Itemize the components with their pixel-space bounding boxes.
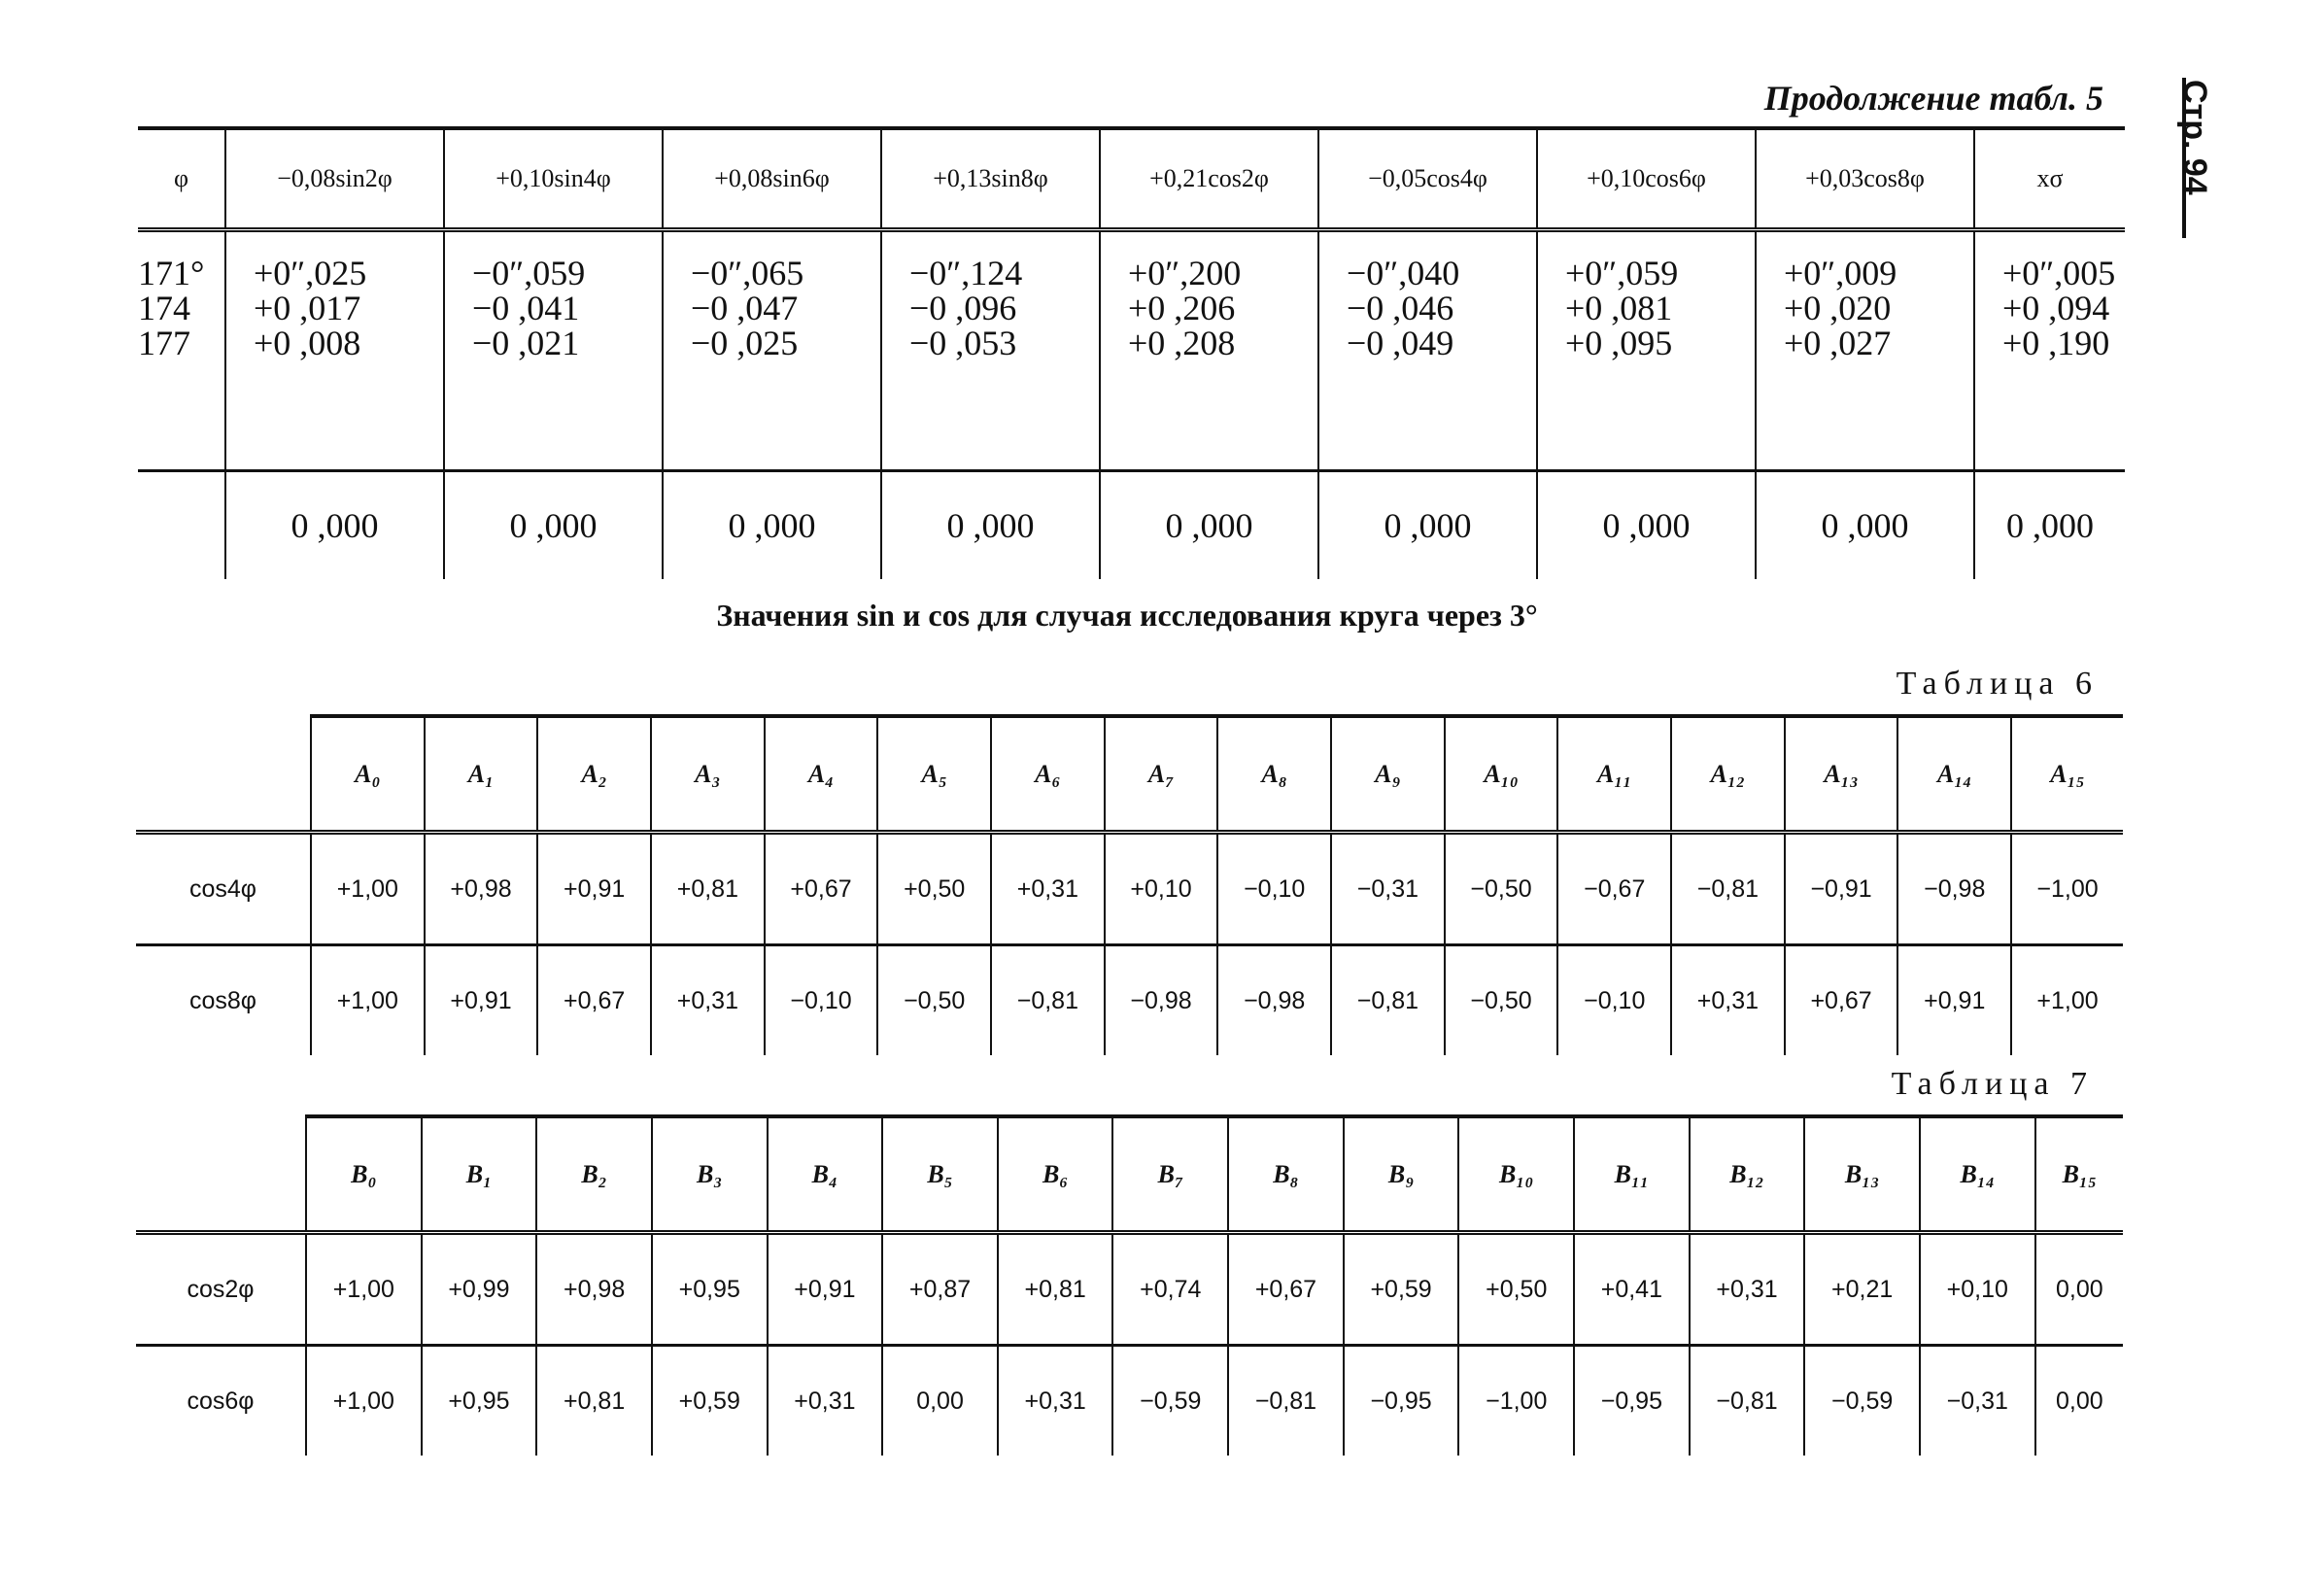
table-cell: −1,00 [2011, 833, 2123, 945]
coefficient-header: A₂ [537, 716, 651, 833]
table-cell: +0,74 [1112, 1233, 1228, 1346]
table-cell: −0,10 [1217, 833, 1331, 945]
column-header: +0,10sin4φ [444, 128, 663, 230]
table-cell: +0,31 [768, 1346, 883, 1456]
sum-cell: 0 ,000 [444, 471, 663, 580]
coefficient-header: B₄ [768, 1116, 883, 1233]
cell-value: +0″,005 [2002, 254, 2116, 292]
table-cell: +0,67 [1785, 945, 1898, 1056]
cell-value: +0 ,081 [1565, 289, 1673, 327]
cell-value: −0 ,046 [1347, 289, 1454, 327]
table-5-data-row [138, 230, 2125, 471]
sum-cell: 0 ,000 [1537, 471, 1756, 580]
table-cell: −0,50 [1445, 833, 1558, 945]
table-cell: +0,67 [765, 833, 878, 945]
table-5-header-row [138, 128, 2125, 230]
sum-cell: 0 ,000 [881, 471, 1100, 580]
table-cell: +0,10 [1105, 833, 1218, 945]
table-cell: +0,31 [998, 1346, 1113, 1456]
table-cell: +0,21 [1804, 1233, 1920, 1346]
table-cell: −0,10 [765, 945, 878, 1056]
table-cell: 0,00 [2035, 1346, 2123, 1456]
cell-value: −0 ,041 [472, 289, 580, 327]
table-cell: −0,81 [1671, 833, 1785, 945]
table-cell: −0,59 [1804, 1346, 1920, 1456]
table-cell: −0,81 [991, 945, 1105, 1056]
cell-value: +0 ,206 [1128, 289, 1236, 327]
table-cell: −0,81 [1228, 1346, 1344, 1456]
data-cell [881, 230, 1100, 471]
table-row [136, 945, 2123, 1056]
table-cell: +0,99 [422, 1233, 537, 1346]
cell-value: +0 ,190 [2002, 324, 2110, 362]
table-6-header-row [136, 716, 2123, 833]
header-corner [136, 716, 311, 833]
coefficient-header: B₂ [536, 1116, 652, 1233]
column-header: +0,08sin6φ [663, 128, 881, 230]
table-cell: +1,00 [306, 1346, 422, 1456]
data-cell [138, 230, 225, 471]
cell-value: +0 ,017 [254, 289, 361, 327]
column-header: xσ [1974, 128, 2125, 230]
cell-value: −0 ,096 [909, 289, 1017, 327]
cell-value: +0″,200 [1128, 254, 1242, 292]
table-cell: +0,59 [652, 1346, 768, 1456]
table-cell: +0,50 [877, 833, 991, 945]
column-header: −0,05cos4φ [1318, 128, 1537, 230]
coefficient-header: B₀ [306, 1116, 422, 1233]
table-cell: +0,31 [651, 945, 765, 1056]
table-cell: +0,10 [1920, 1233, 2035, 1346]
table-row [136, 1346, 2123, 1456]
table-cell: +0,81 [998, 1233, 1113, 1346]
sum-cell: 0 ,000 [663, 471, 881, 580]
table-6-label: Таблица 6 [1896, 666, 2099, 702]
cell-value: −0″,065 [691, 254, 804, 292]
coefficient-header: A₇ [1105, 716, 1218, 833]
table-cell: −0,50 [877, 945, 991, 1056]
table-cell: +0,50 [1458, 1233, 1574, 1346]
table-5-continuation [138, 126, 2125, 579]
row-label: cos8φ [136, 945, 311, 1056]
table-cell: +0,95 [422, 1346, 537, 1456]
coefficient-header: B₈ [1228, 1116, 1344, 1233]
table-6 [136, 714, 2123, 1055]
sum-cell: 0 ,000 [1974, 471, 2125, 580]
data-cell [1318, 230, 1537, 471]
cell-value: −0″,124 [909, 254, 1023, 292]
table-cell: −0,31 [1331, 833, 1445, 945]
column-header: −0,08sin2φ [225, 128, 444, 230]
table-cell: +0,98 [425, 833, 538, 945]
table-7 [136, 1114, 2123, 1456]
coefficient-header: B₁₃ [1804, 1116, 1920, 1233]
data-cell [225, 230, 444, 471]
table-cell: −0,10 [1557, 945, 1671, 1056]
coefficient-header: B₁₄ [1920, 1116, 2035, 1233]
coefficient-header: B₁₂ [1690, 1116, 1805, 1233]
table-7-header-row [136, 1116, 2123, 1233]
coefficient-header: B₇ [1112, 1116, 1228, 1233]
table-cell: −0,81 [1690, 1346, 1805, 1456]
table-cell: +0,41 [1574, 1233, 1690, 1346]
column-header: +0,03cos8φ [1756, 128, 1974, 230]
table-cell: +0,91 [768, 1233, 883, 1346]
column-header: +0,13sin8φ [881, 128, 1100, 230]
coefficient-header: A₁₃ [1785, 716, 1898, 833]
coefficient-header: A₁₅ [2011, 716, 2123, 833]
table-cell: −0,81 [1331, 945, 1445, 1056]
table-cell: +0,95 [652, 1233, 768, 1346]
table-cell: +1,00 [2011, 945, 2123, 1056]
coefficient-header: B₃ [652, 1116, 768, 1233]
cell-value: 174 [138, 289, 190, 327]
coefficient-header: A₃ [651, 716, 765, 833]
table-cell: +0,31 [1690, 1233, 1805, 1346]
table-cell: −0,50 [1445, 945, 1558, 1056]
table-cell: +1,00 [306, 1233, 422, 1346]
table-cell: −0,31 [1920, 1346, 2035, 1456]
data-cell [1974, 230, 2125, 471]
cell-value: +0″,025 [254, 254, 367, 292]
table-cell: −0,95 [1344, 1346, 1459, 1456]
table-cell: −0,98 [1105, 945, 1218, 1056]
coefficient-header: A₁₁ [1557, 716, 1671, 833]
table-5-sum-row [138, 471, 2125, 580]
cell-value: +0 ,008 [254, 324, 361, 362]
cell-value: −0″,059 [472, 254, 586, 292]
cell-value: +0 ,027 [1784, 324, 1892, 362]
coefficient-header: B₁₅ [2035, 1116, 2123, 1233]
cell-value: −0 ,047 [691, 289, 799, 327]
cell-value: +0″,059 [1565, 254, 1679, 292]
cell-value: −0″,040 [1347, 254, 1460, 292]
data-cell [1756, 230, 1974, 471]
data-cell [663, 230, 881, 471]
table-cell: −0,98 [1217, 945, 1331, 1056]
row-label: cos6φ [136, 1346, 306, 1456]
table-cell: +0,31 [1671, 945, 1785, 1056]
cell-value: +0 ,020 [1784, 289, 1892, 327]
table-cell: +0,81 [651, 833, 765, 945]
header-corner [136, 1116, 306, 1233]
table-row [136, 1233, 2123, 1346]
table-cell: 0,00 [882, 1346, 998, 1456]
table-cell: +0,67 [537, 945, 651, 1056]
table-cell: +0,59 [1344, 1233, 1459, 1346]
table-cell: −0,59 [1112, 1346, 1228, 1456]
coefficient-header: A₆ [991, 716, 1105, 833]
cell-value: −0 ,021 [472, 324, 580, 362]
data-cell [1537, 230, 1756, 471]
table-cell: +1,00 [311, 833, 425, 945]
table-cell: +0,98 [536, 1233, 652, 1346]
table-cell: +0,91 [425, 945, 538, 1056]
coefficient-header: B₉ [1344, 1116, 1459, 1233]
coefficient-header: B₆ [998, 1116, 1113, 1233]
coefficient-header: B₁₀ [1458, 1116, 1574, 1233]
sum-cell: 0 ,000 [1756, 471, 1974, 580]
coefficient-header: B₁₁ [1574, 1116, 1690, 1233]
cell-value: +0″,009 [1784, 254, 1897, 292]
sum-cell: 0 ,000 [1100, 471, 1318, 580]
cell-value: −0 ,049 [1347, 324, 1454, 362]
column-header: +0,21cos2φ [1100, 128, 1318, 230]
sum-cell: 0 ,000 [225, 471, 444, 580]
table-cell: 0,00 [2035, 1233, 2123, 1346]
cell-value: 171° [138, 254, 205, 292]
coefficient-header: A₁₂ [1671, 716, 1785, 833]
cell-value: +0 ,095 [1565, 324, 1673, 362]
column-header: φ [138, 128, 225, 230]
cell-value: 177 [138, 324, 190, 362]
table-row [136, 833, 2123, 945]
coefficient-header: A₁₀ [1445, 716, 1558, 833]
coefficient-header: A₀ [311, 716, 425, 833]
coefficient-header: B₁ [422, 1116, 537, 1233]
table-cell: +0,67 [1228, 1233, 1344, 1346]
coefficient-header: A₄ [765, 716, 878, 833]
section-caption: Значения sin и cos для случая исследования круга через 3° [716, 598, 1538, 633]
page-number: Стр. 94 [2176, 80, 2213, 195]
row-label: cos2φ [187, 1275, 255, 1303]
table-cell: −0,95 [1574, 1346, 1690, 1456]
data-cell [1100, 230, 1318, 471]
row-label: cos4φ [188, 874, 257, 903]
table-cell: +0,91 [1897, 945, 2011, 1056]
coefficient-header: A₈ [1217, 716, 1331, 833]
table-cell: +0,91 [537, 833, 651, 945]
cell-value: −0 ,025 [691, 324, 799, 362]
data-cell [444, 230, 663, 471]
cell-value: −0 ,053 [909, 324, 1017, 362]
coefficient-header: A₁₄ [1897, 716, 2011, 833]
table-cell: +0,87 [882, 1233, 998, 1346]
page-number-margin [2163, 78, 2231, 243]
sum-cell [138, 471, 225, 580]
table-cell: +1,00 [311, 945, 425, 1056]
cell-value: +0 ,094 [2002, 289, 2110, 327]
table-continuation-label: Продолжение табл. 5 [1763, 79, 2103, 118]
table-cell: −0,98 [1897, 833, 2011, 945]
coefficient-header: A₅ [877, 716, 991, 833]
column-header: +0,10cos6φ [1537, 128, 1756, 230]
coefficient-header: B₅ [882, 1116, 998, 1233]
coefficient-header: A₁ [425, 716, 538, 833]
table-cell: −0,67 [1557, 833, 1671, 945]
table-cell: −0,91 [1785, 833, 1898, 945]
coefficient-header: A₉ [1331, 716, 1445, 833]
cell-value: +0 ,208 [1128, 324, 1236, 362]
table-7-label: Таблица 7 [1891, 1066, 2094, 1102]
table-cell: +0,31 [991, 833, 1105, 945]
table-cell: −1,00 [1458, 1346, 1574, 1456]
table-cell: +0,81 [536, 1346, 652, 1456]
sum-cell: 0 ,000 [1318, 471, 1537, 580]
